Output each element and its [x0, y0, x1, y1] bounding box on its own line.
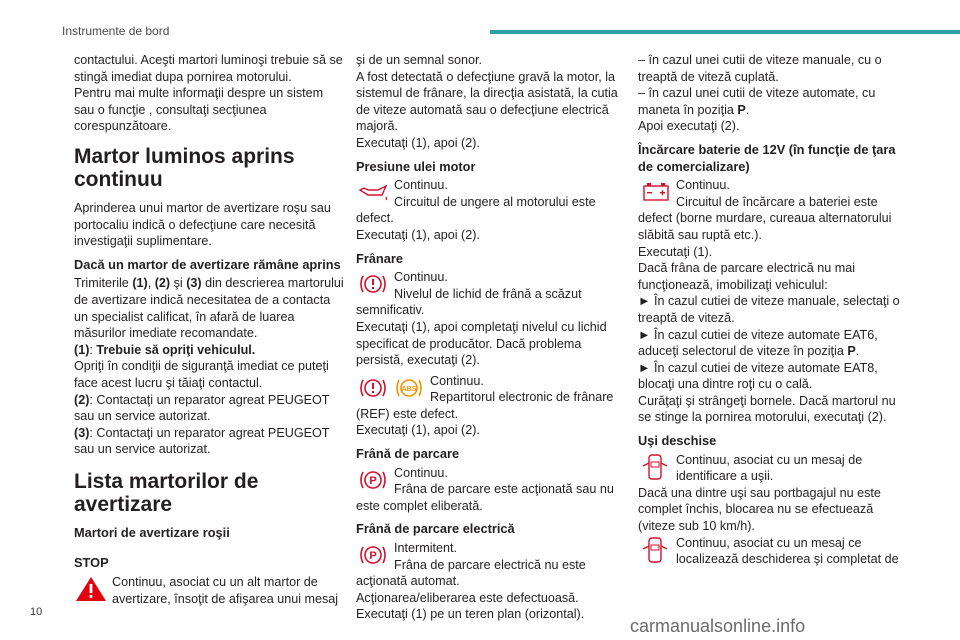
paragraph: Aprinderea unui martor de avertizare roşu sau portocaliu indică o defecţiune care necesită investigaţii suplimentare.: [74, 200, 331, 249]
paragraph: A fost detectată o defecţiune gravă la motor, la sistemul de frânare, la direcţia asistată, la cutia de viteze automată sau o defecţiune electrică majoră.: [356, 69, 618, 134]
list-item: ► În cazul cutiei de viteze automate EAT6, aduceţi selectorul de viteze în poziţia P.: [638, 327, 878, 359]
parking-brake-icon: [356, 465, 390, 495]
paragraph: Circuitul de ungere al motorului este defect.: [356, 194, 596, 226]
paragraph: Executaţi (1), apoi (2).: [356, 423, 480, 438]
column-2: [356, 52, 618, 623]
paragraph: Executaţi (1), apoi (2).: [356, 135, 480, 150]
paragraph: Executaţi (1), apoi (2).: [356, 227, 480, 242]
paragraph: Continuu.: [394, 465, 448, 480]
brake-and-abs-icons: [356, 373, 426, 403]
paragraph: Executaţi (1), apoi completaţi nivelul cu lichid specificat de producător. Dacă problema persistă, executaţi (2).: [356, 319, 607, 368]
paragraph: Frâna de parcare este acţionată sau nu este complet eliberată.: [356, 482, 614, 513]
paragraph: Executaţi (1).: [638, 244, 713, 259]
paragraph: – în cazul unei cutii de viteze manuale, cu o treaptă de viteză cuplată.: [638, 53, 882, 84]
subheading-electric-parking-brake: Frână de parcare electrică: [356, 521, 515, 537]
svg-text:P: P: [369, 474, 377, 487]
svg-text:P: P: [369, 550, 377, 563]
paragraph: Repartitorul electronic de frânare (REF) este defect.: [356, 390, 614, 421]
column-1: [74, 52, 346, 607]
subheading-red-warnings: Martori de avertizare roşii: [74, 524, 230, 540]
electric-parking-entry: [356, 540, 618, 623]
reference-2: (2): Contactaţi un reparator agreat PEUGEOT sau un service autorizat.: [74, 392, 330, 424]
paragraph: Curăţaţi şi strângeţi bornele. Dacă martorul nu se stinge la pornirea motorului, executaţi (2).: [638, 393, 896, 425]
paragraph: – în cazul unei cutii de viteze automate, cu maneta în poziţia P.: [638, 86, 876, 117]
battery-entry: [638, 177, 900, 426]
paragraph: Continuu.: [394, 270, 448, 285]
paragraph: Executaţi (1) pe un teren plan (orizontal).: [356, 607, 585, 622]
running-header: Instrumente de bord: [62, 24, 170, 38]
oil-entry: [356, 177, 618, 243]
paragraph-references: Trimiterile (1), (2) şi (3) din descrierea martorului de avertizare indică necesitatea de a contacta un specialist calificat, în afară de luarea măsurilor imediate recomandate.: [74, 276, 344, 341]
header-accent-bar: [490, 30, 960, 34]
brake-entry: [356, 269, 618, 369]
paragraph: Acţionarea/eliberarea este defectuoasă.: [356, 590, 579, 605]
open-door-icon: [638, 452, 672, 482]
paragraph: Apoi executaţi (2).: [638, 119, 740, 134]
door-entry-2: [638, 535, 900, 568]
paragraph: Continuu, asociat cu un mesaj de identificare a uşii.: [676, 452, 863, 484]
svg-text:ABS: ABS: [401, 385, 417, 393]
paragraph: şi de un semnal sonor.: [356, 53, 483, 67]
open-door-icon: [638, 535, 672, 565]
ref-entry: [356, 373, 618, 439]
column-3: [638, 52, 900, 568]
oil-can-icon: [356, 177, 390, 207]
paragraph: Intermitent.: [394, 541, 457, 556]
paragraph: Dacă una dintre uşi sau portbagajul nu este complet închis, blocarea nu se efectuează (viteze sub 10 km/h).: [638, 485, 881, 534]
door-entry-1: [638, 452, 900, 535]
paragraph: Continuu.: [430, 373, 484, 388]
subheading-oil-pressure: Presiune ulei motor: [356, 158, 476, 174]
subheading-stop: STOP: [74, 555, 109, 571]
subheading-parking-brake: Frână de parcare: [356, 446, 460, 462]
watermark: carmanualsonline.info: [630, 616, 806, 636]
brake-circle-icon: [356, 269, 390, 299]
battery-icon: [638, 177, 672, 207]
paragraph: Frâna de parcare electrică nu este acţionată automat.: [356, 557, 586, 589]
subheading-doors-open: Uşi deschise: [638, 433, 717, 449]
paragraph: Circuitul de încărcare a bateriei este defect (borne murdare, cureaua alternatorului slăbită sau ruptă etc.).: [638, 194, 892, 242]
paragraph: Dacă frâna de parcare electrică nu mai funcţionează, imobilizaţi vehiculul:: [638, 261, 856, 292]
reference-3: (3): Contactaţi un reparator agreat PEUGEOT sau un service autorizat.: [74, 425, 330, 457]
page-number: 10: [30, 606, 43, 618]
paragraph: Pentru mai multe informaţii despre un sistem sau o funcţie , consultaţi secţiunea corespunzătoare.: [74, 86, 324, 134]
warning-triangle-icon: [74, 574, 108, 604]
paragraph: contactului. Aceşti martori luminoşi trebuie să se stingă imediat dupa pornirea motorului.: [74, 53, 343, 84]
paragraph: Continuu, asociat cu un mesaj ce localizează deschiderea şi completat de: [676, 535, 899, 567]
paragraph: Nivelul de lichid de frână a scăzut semnificativ.: [356, 286, 582, 318]
stop-entry: [74, 574, 346, 607]
subheading-brakes: Frânare: [356, 250, 403, 266]
section-heading-list: Lista martorilor de avertizare: [74, 469, 259, 516]
paragraph: Continuu.: [394, 178, 448, 193]
subheading-battery: Încărcare baterie de 12V (în funcţie de ţara de comercializare): [638, 141, 896, 174]
reference-1: (1): Trebuie să opriţi vehiculul.: [74, 342, 256, 357]
parking-entry: [356, 465, 618, 515]
list-item: ► În cazul cutiei de viteze manuale, selectaţi o treaptă de viteză.: [638, 294, 900, 325]
paragraph: Continuu.: [676, 178, 730, 193]
electric-parking-brake-icon: [356, 540, 390, 570]
list-item: ► În cazul cutiei de viteze automate EAT8, blocaţi una dintre roţi cu o calǎ.: [638, 360, 878, 392]
section-heading-continuous: Martor luminos aprins continuu: [74, 144, 295, 191]
paragraph: Opriţi în condiţii de siguranţă imediat ce puteţi face acest lucru şi tăiaţi contactul.: [74, 359, 329, 390]
subheading-remains-on: Dacă un martor de avertizare rămâne aprins: [74, 256, 341, 272]
paragraph: Continuu, asociat cu un alt martor de avertizare, însoţit de afişarea unui mesaj: [112, 575, 339, 606]
